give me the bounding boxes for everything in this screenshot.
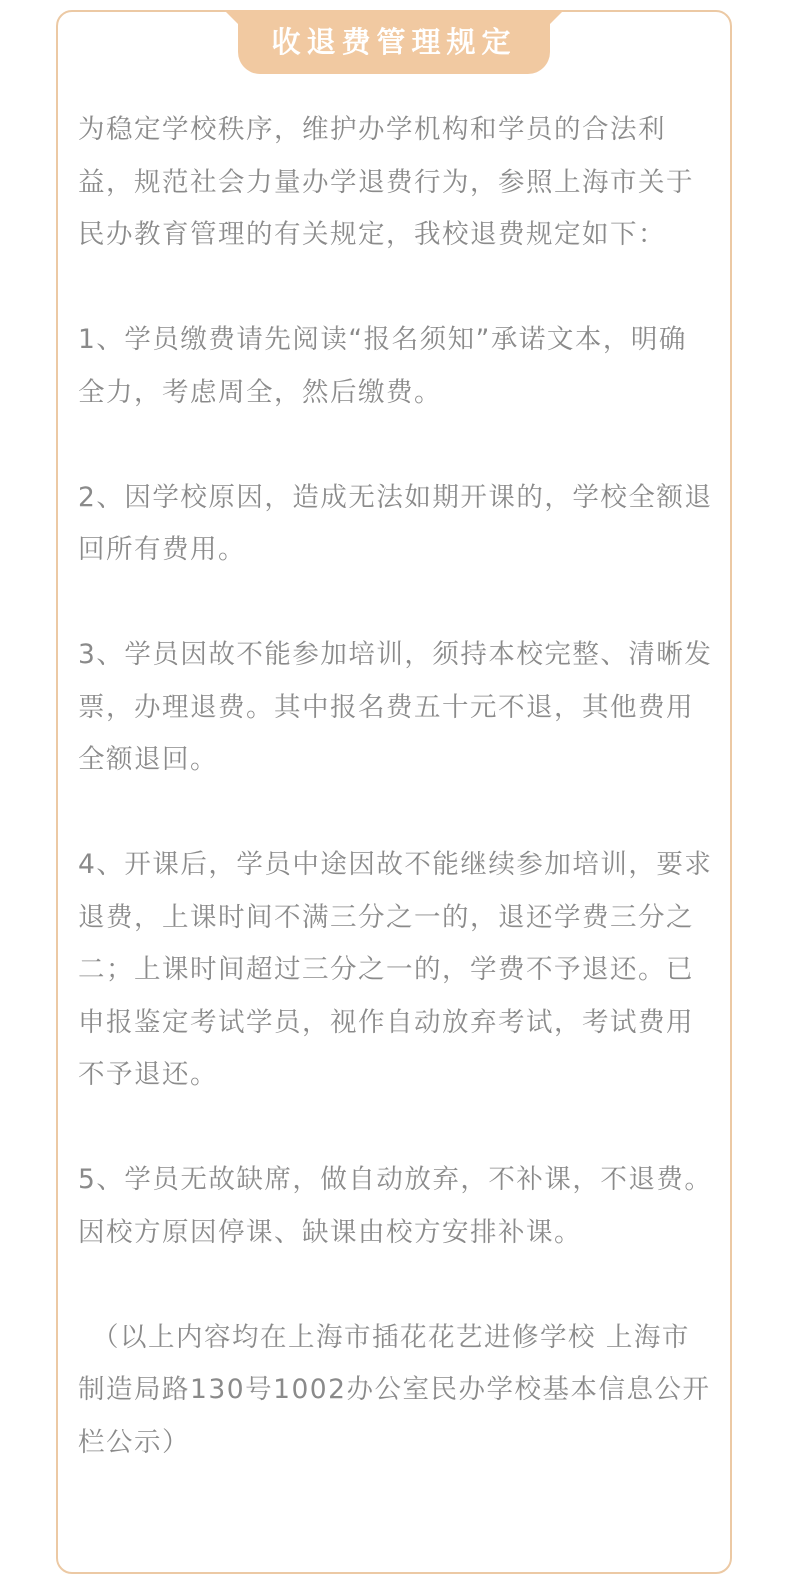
title-banner: [238, 10, 550, 74]
rules-content: [78, 104, 714, 1469]
rule-item-2: 2、因学校原因，造成无法如期开课的，学校全额退回所有费用。: [78, 481, 713, 565]
rule-item-4: 4、开课后，学员中途因故不能继续参加培训，要求退费，上课时间不满三分之一的，退还学费三分之二；上课时间超过三分之一的，学费不予退还。已申报鉴定考试学员，视作自动放弃考试，考试费用不予退还。: [78, 849, 713, 1090]
public-notice: （以上内容均在上海市插花花艺进修学校 上海市制造局路130号1002办公室民办学校基本信息公开栏公示）: [78, 1321, 711, 1458]
rule-item-3: 3、学员因故不能参加培训，须持本校完整、清晰发票，办理退费。其中报名费五十元不退，其他费用全额退回。: [78, 639, 713, 775]
rule-item-5: 5、学员无故缺席，做自动放弃，不补课，不退费。因校方原因停课、缺课由校方安排补课。: [78, 1164, 713, 1248]
page-title: 收退费管理规定: [271, 24, 517, 59]
rule-item-1: 1、学员缴费请先阅读“报名须知”承诺文本，明确全力，考虑周全，然后缴费。: [78, 324, 687, 408]
intro-paragraph: 为稳定学校秩序，维护办学机构和学员的合法利益，规范社会力量办学退费行为，参照上海市关于民办教育管理的有关规定，我校退费规定如下：: [78, 114, 694, 250]
